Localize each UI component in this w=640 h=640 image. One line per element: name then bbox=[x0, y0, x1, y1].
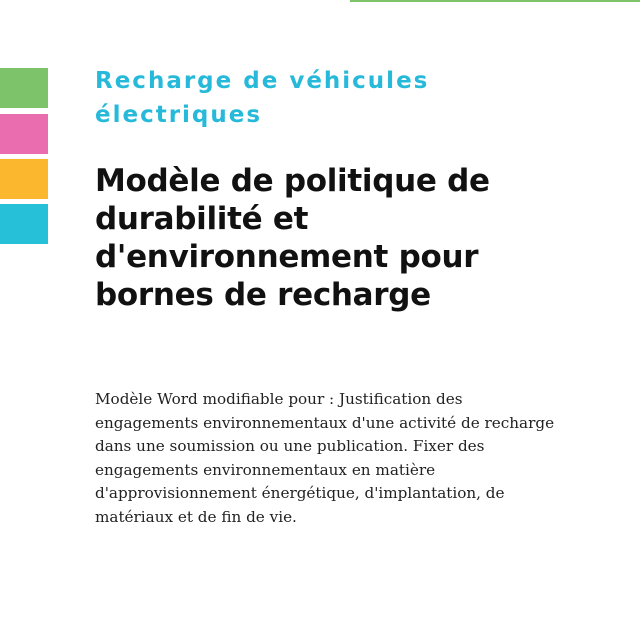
top-accent-line bbox=[350, 0, 640, 2]
document-title: Modèle de politique de durabilité et d'environnement pour bornes de recharge bbox=[95, 163, 490, 313]
decorative-bar-cyan bbox=[0, 204, 48, 244]
document-description: Modèle Word modifiable pour : Justification des engagements environnementaux d'une activité de recharge dans une soumission ou une publication. Fixer des engagements environnementaux en matière d'approvisionnement énergétique, d'implantation, de matériaux et de fin de vie. bbox=[95, 390, 555, 526]
decorative-bar-pink bbox=[0, 114, 48, 154]
decorative-bar-yellow bbox=[0, 159, 48, 199]
decorative-bar-green bbox=[0, 68, 48, 108]
category-label: Recharge de véhicules électriques bbox=[95, 68, 430, 128]
